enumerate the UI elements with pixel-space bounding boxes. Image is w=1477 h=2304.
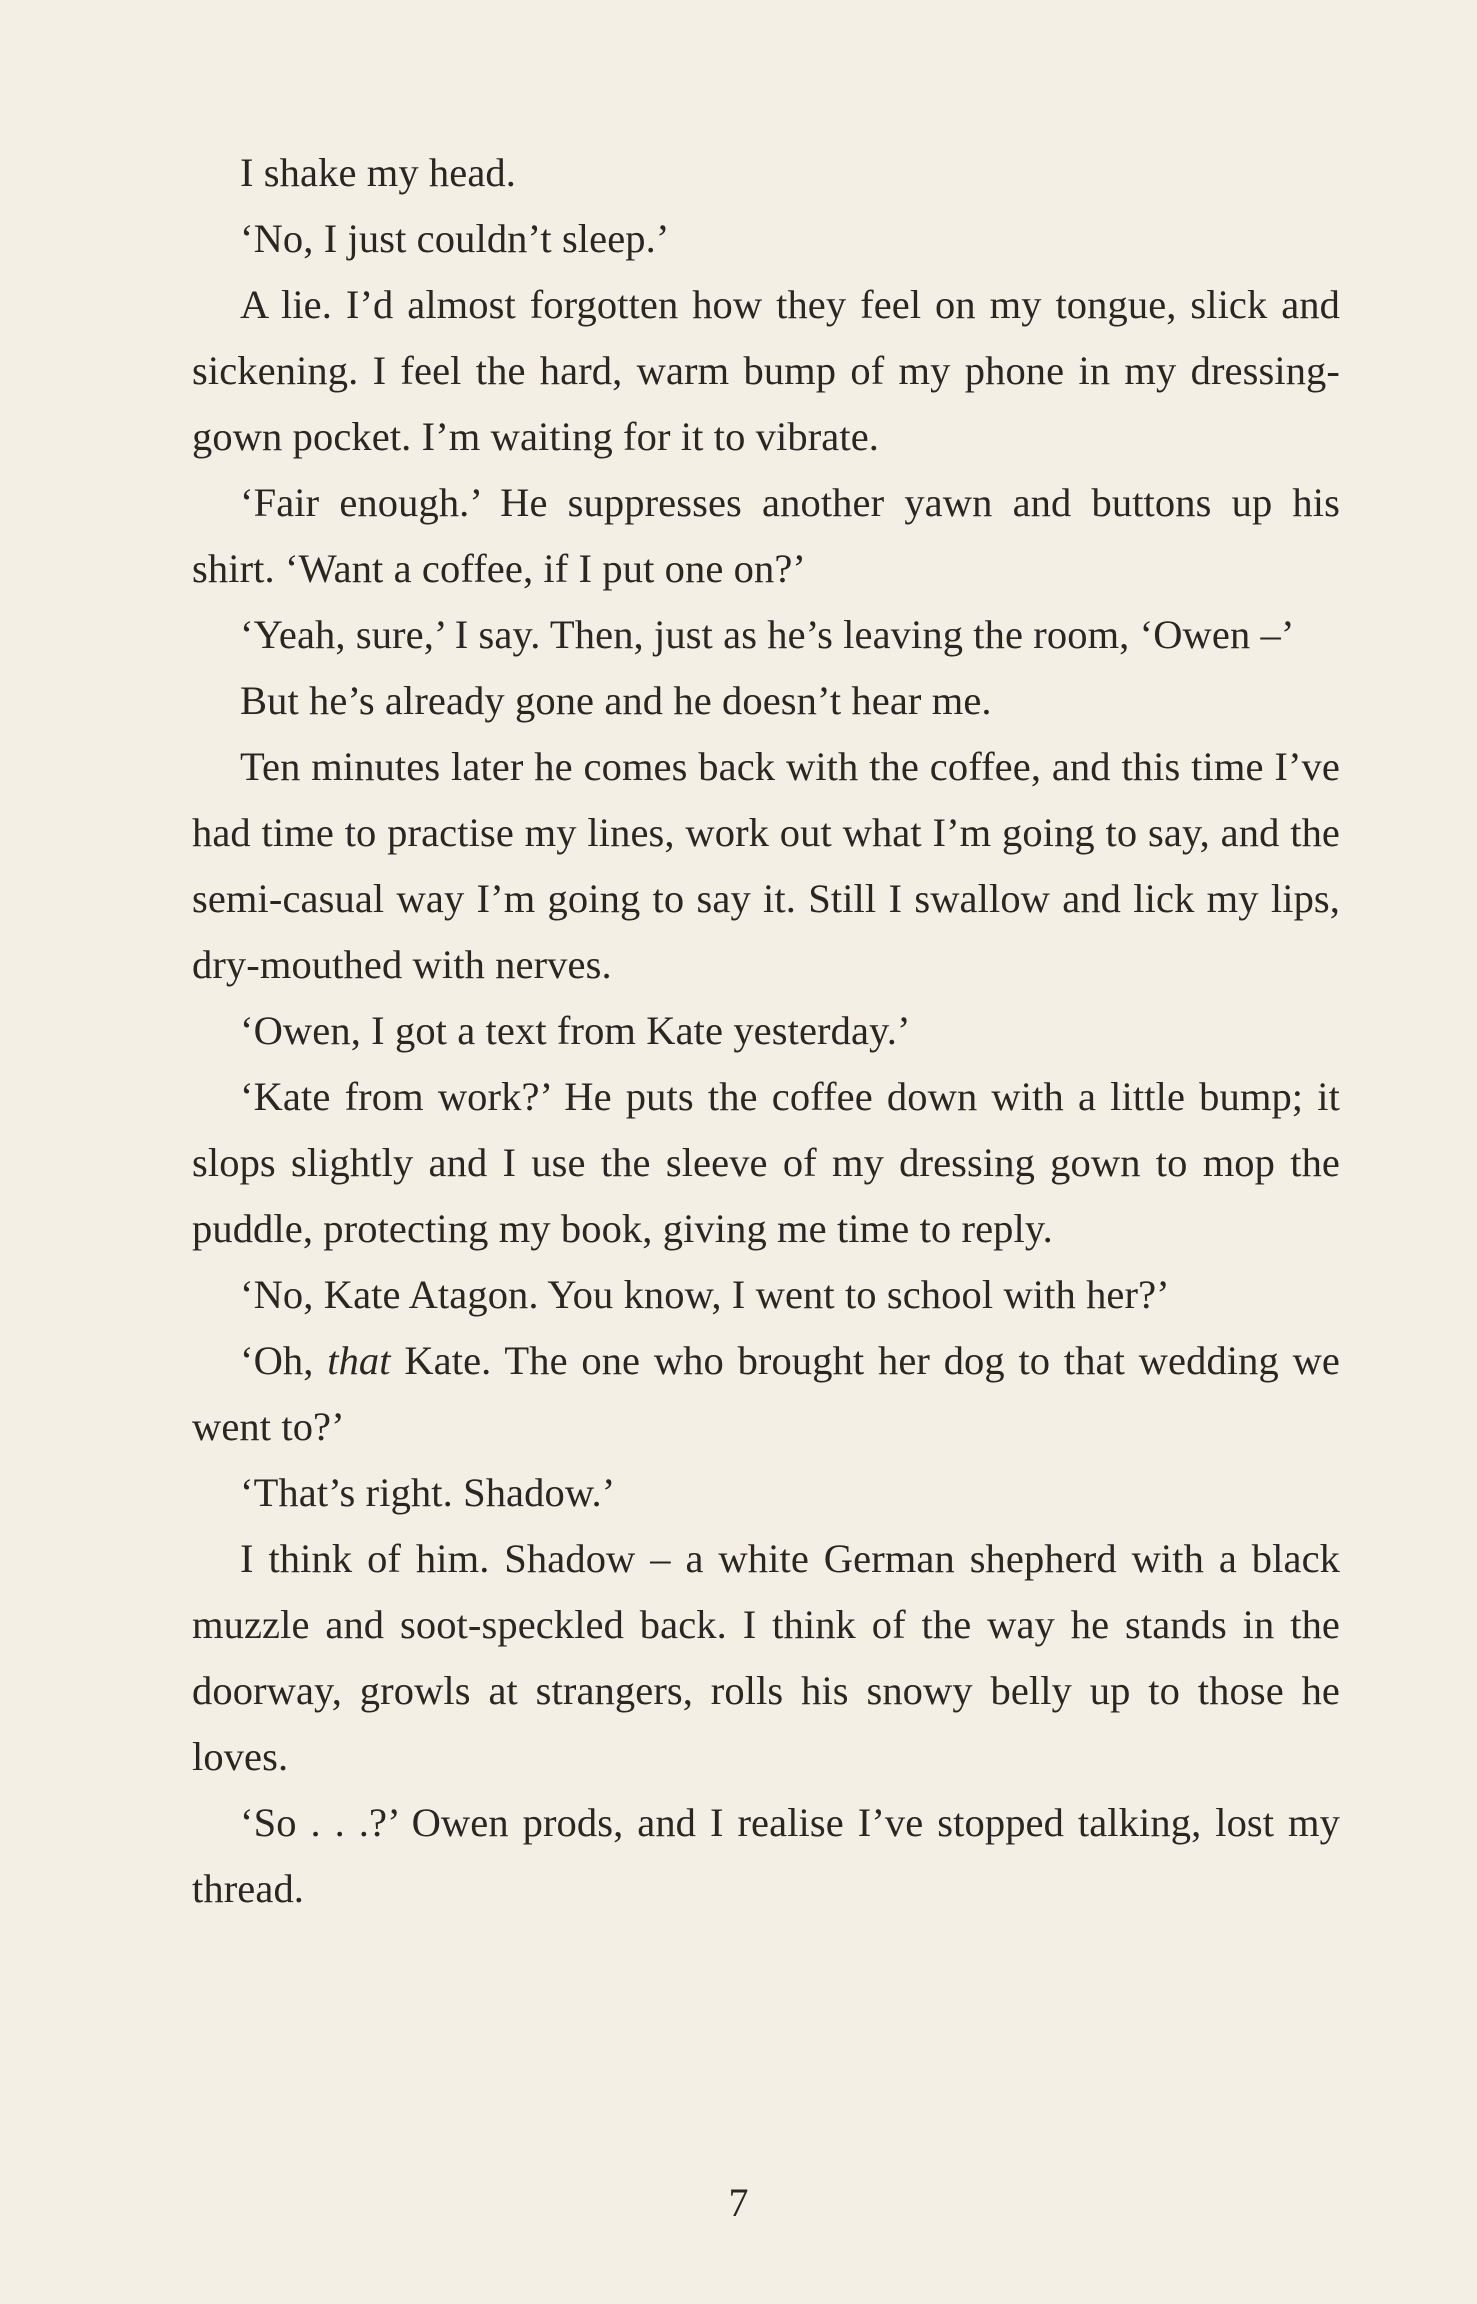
paragraph: I think of him. Shadow – a white German shepherd with a black muzzle and soot-speckled back. I think of the way he stands in the doorway, growls at strangers, rolls his snowy belly up to those he loves. xyxy=(192,1536,1340,1779)
paragraph: I shake my head. xyxy=(240,150,517,195)
paragraph: ‘Yeah, sure,’ I say. Then, just as he’s leaving the room, ‘Owen –’ xyxy=(240,612,1295,657)
paragraph: ‘Kate from work?’ He puts the coffee down with a little bump; it slops slightly and I use the sleeve of my dressing gown to mop the puddle, protecting my book, giving me time to reply. xyxy=(192,1074,1340,1251)
paragraph: ‘No, I just couldn’t sleep.’ xyxy=(240,216,670,261)
paragraph-text-end: Kate. The one who brought her dog to that wedding we went to?’ xyxy=(192,1338,1340,1449)
page-number: 7 xyxy=(728,2180,749,2225)
paragraph: ‘Owen, I got a text from Kate yesterday.’ xyxy=(240,1008,911,1053)
paragraph: Ten minutes later he comes back with the coffee, and this time I’ve had time to practise my lines, work out what I’m going to say, and the semi-casual way I’m going to say it. Still I swallow and lick my lips, dry-mouthed with nerves. xyxy=(192,744,1340,987)
paragraph: ‘Fair enough.’ He suppresses another yawn and buttons up his shirt. ‘Want a coffee, if I put one on?’ xyxy=(192,480,1340,591)
body-text xyxy=(192,140,1340,1922)
paragraph: But he’s already gone and he doesn’t hear me. xyxy=(240,678,992,723)
paragraph: A lie. I’d almost forgotten how they feel on my tongue, slick and sickening. I feel the hard, warm bump of my phone in my dressing-gown pocket. I’m waiting for it to vibrate. xyxy=(192,282,1340,459)
paragraph xyxy=(192,1328,1340,1460)
paragraph: ‘So . . .?’ Owen prods, and I realise I’ve stopped talking, lost my thread. xyxy=(192,1800,1340,1911)
paragraph: ‘No, Kate Atagon. You know, I went to school with her?’ xyxy=(240,1272,1170,1317)
paragraph: ‘That’s right. Shadow.’ xyxy=(240,1470,616,1515)
paragraph-text-start: ‘Oh, xyxy=(240,1338,328,1383)
emphasized-word: that xyxy=(327,1338,391,1383)
